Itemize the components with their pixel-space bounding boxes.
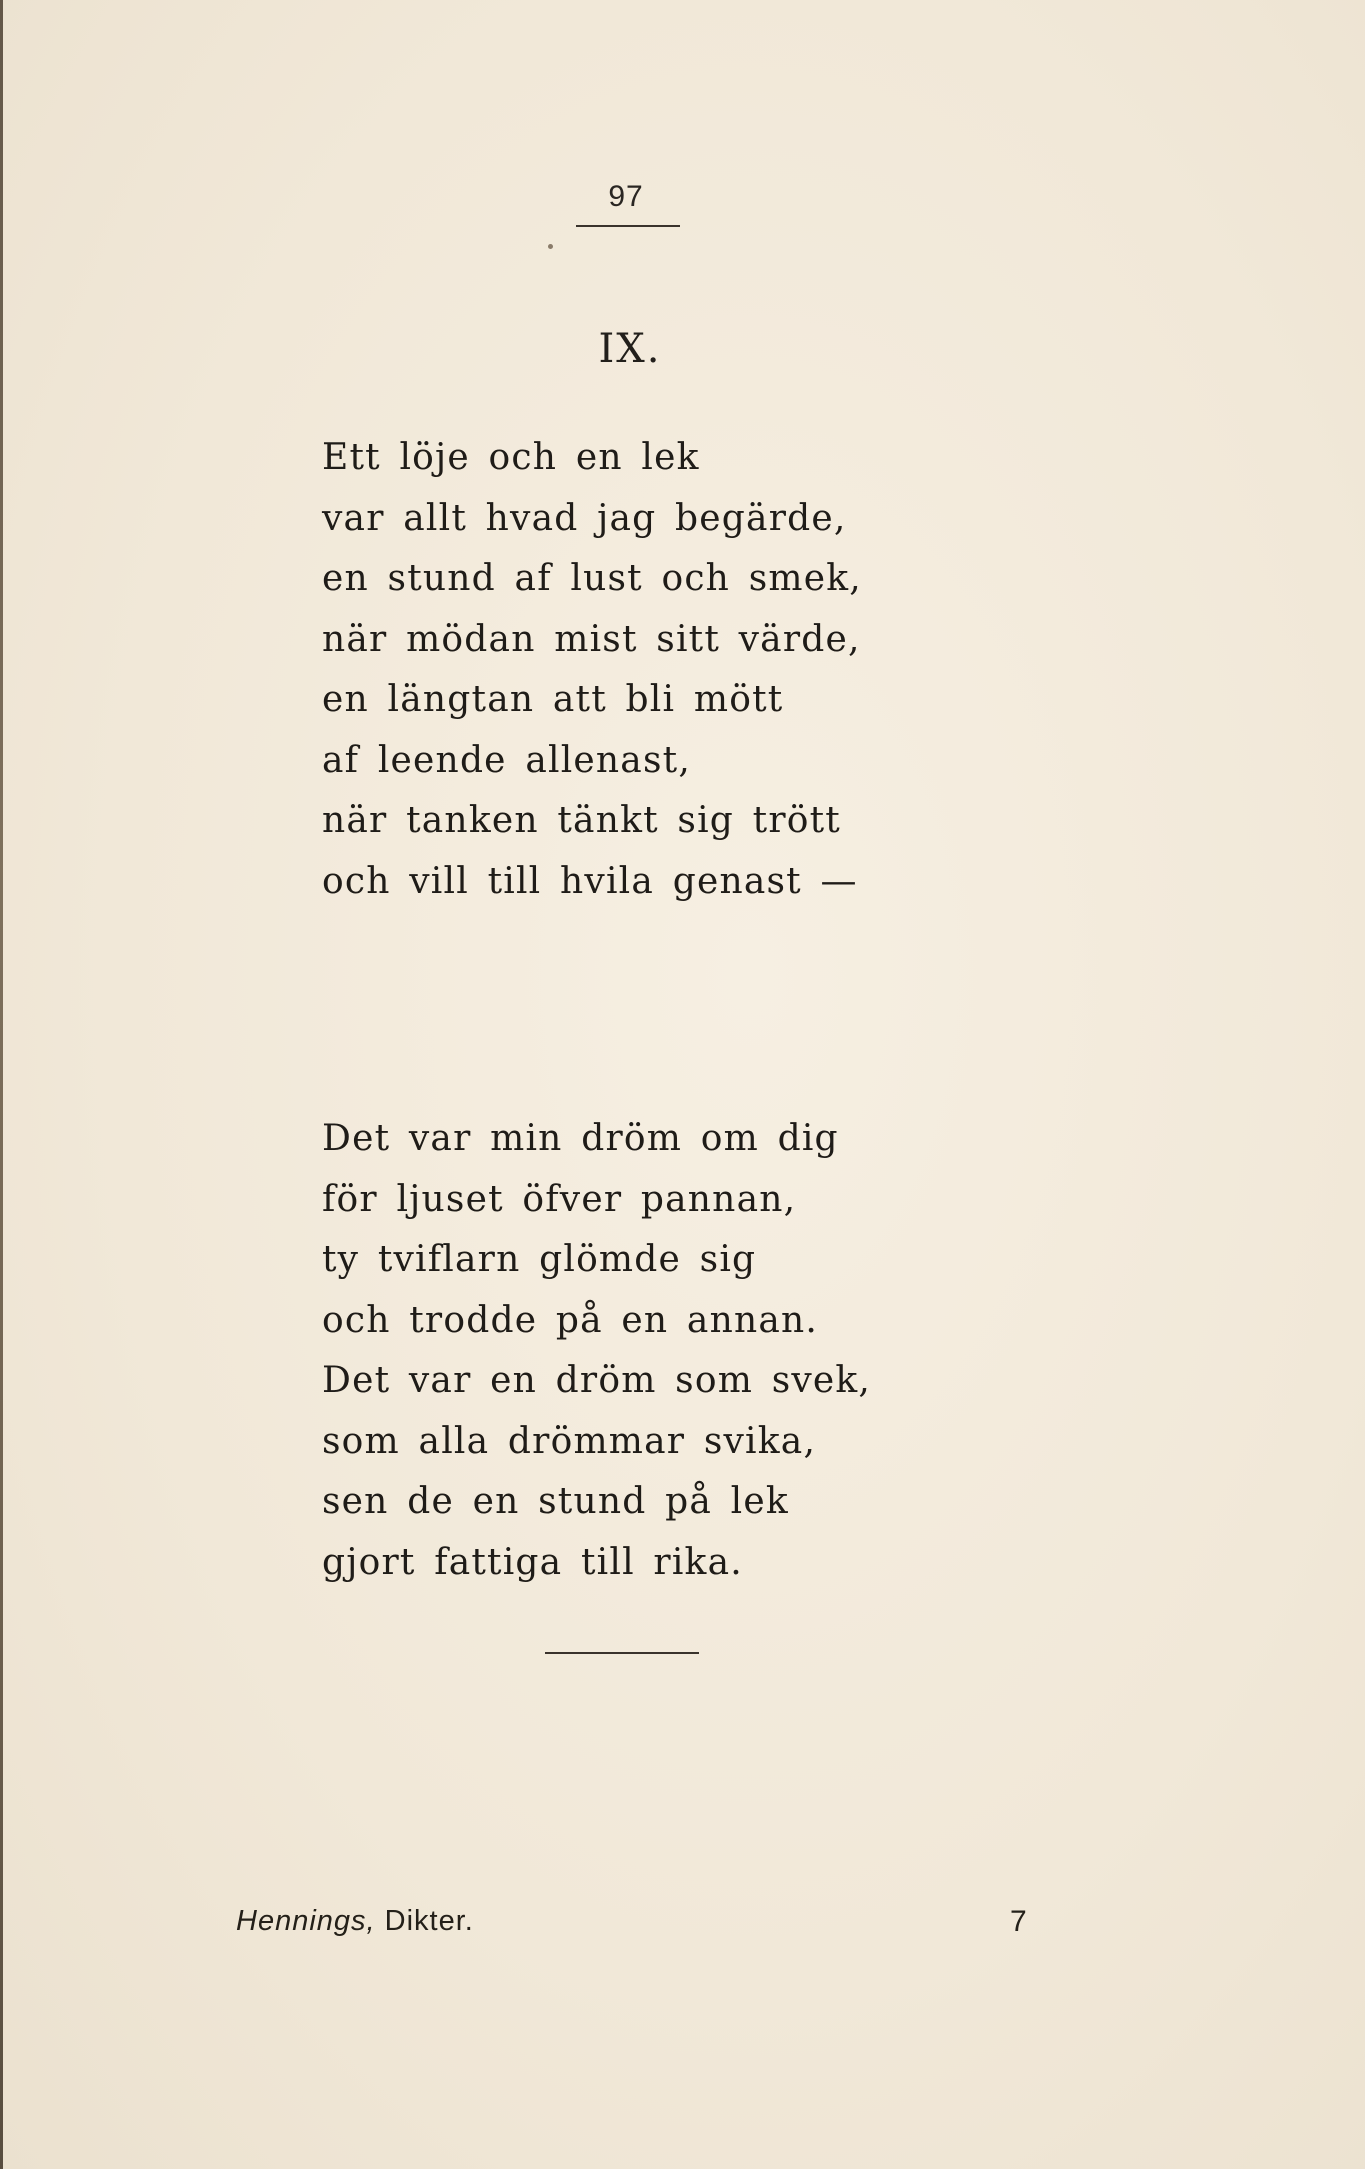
verse-line: och trodde på en annan.	[322, 1299, 819, 1341]
verse-line: när tanken tänkt sig trött	[322, 800, 841, 841]
verse-line: var allt hvad jag begärde,	[322, 497, 847, 539]
verse-line: ty tviflarn glömde sig	[322, 1239, 757, 1280]
signature-mark: 7	[1010, 1905, 1027, 1938]
verse-line: Det var en dröm som svek,	[322, 1360, 872, 1401]
verse-line: Ett löje och en lek	[322, 437, 700, 478]
page-number-underline	[576, 225, 680, 227]
verse-line: af leende allenast,	[322, 739, 691, 781]
footer-signature	[236, 1905, 474, 1938]
section-heading: IX.	[598, 326, 662, 372]
page-binding-edge	[0, 0, 3, 2169]
verse-line: för ljuset öfver pannan,	[322, 1178, 797, 1220]
verse-line: gjort fattiga till rika.	[322, 1541, 743, 1583]
verse-line: sen de en stund på lek	[322, 1481, 789, 1522]
verse-line: som alla drömmar svika,	[322, 1420, 817, 1462]
stanza-2	[322, 1109, 962, 1593]
paper-speck	[548, 244, 553, 249]
verse-line: en längtan att bli mött	[322, 679, 784, 720]
verse-line: en stund af lust och smek,	[322, 558, 862, 599]
verse-line: och vill till hvila genast —	[322, 860, 858, 902]
page-number: 97	[608, 180, 644, 213]
verse-line: när mödan mist sitt värde,	[322, 618, 861, 660]
stanza-1	[322, 428, 962, 912]
footer-author: Hennings,	[236, 1905, 376, 1937]
verse-line: Det var min dröm om dig	[322, 1118, 839, 1159]
poem-end-rule	[545, 1652, 699, 1654]
footer-work: Dikter.	[384, 1905, 474, 1937]
